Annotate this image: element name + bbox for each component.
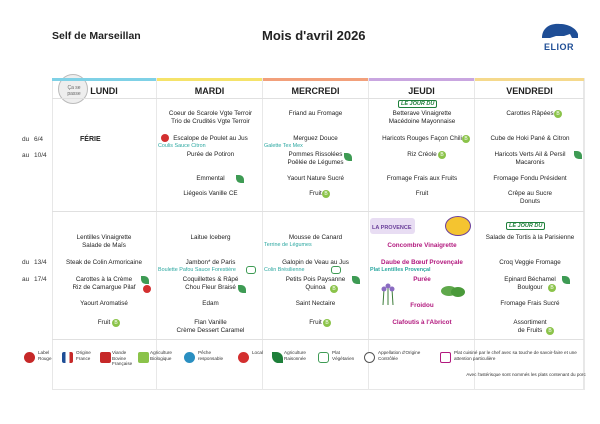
menu-item: Concombre Vinaigrette (387, 242, 457, 249)
legend-label: Origine France (76, 350, 91, 361)
circle-badge-icon: Ça se passe (58, 74, 88, 104)
chef-icon (440, 352, 451, 363)
day-header-lundi: LUNDI (52, 78, 156, 98)
bio-icon: B (322, 190, 330, 198)
menu-item: Salade de Maïs (82, 242, 126, 249)
menu-item: Friand au Fromage (288, 110, 343, 117)
menu-note: Terrine de Légumes (264, 242, 312, 248)
menu-item: Lentilles Vinaigrette (76, 234, 132, 241)
menu-item: Carottes Râpées (506, 110, 554, 117)
menu-note: Galette Tex Mex (264, 143, 303, 149)
menu-item: Haricots Rouges Façon Chili (382, 135, 462, 142)
menu-item: Crêpe au Sucre (507, 190, 553, 197)
menu-item: Jambon* de Paris (185, 259, 236, 266)
menu-item: Cube de Hoki Pané & Citron (490, 135, 570, 142)
bio-icon (138, 352, 149, 363)
leaf-icon (141, 276, 149, 284)
menu-item: Fruit (97, 319, 111, 326)
bio-icon: B (462, 135, 470, 143)
day-header-mardi: MARDI (157, 78, 262, 98)
leaf-icon (236, 175, 244, 183)
day-header-jeudi: JEUDI (369, 78, 474, 98)
menu-item: Boulgour (517, 284, 543, 291)
leaf-icon (352, 276, 360, 284)
menu-item: Yaourt Aromatisé (80, 300, 128, 307)
leaf-icon (562, 276, 570, 284)
week1-start: 6/4 (34, 136, 44, 143)
label-rouge-icon (24, 352, 35, 363)
menu-item: Laitue Iceberg (190, 234, 231, 241)
menu-note: Colin Brésilienne (264, 267, 305, 273)
leaf-icon (574, 151, 582, 159)
menu-note: Boulette Pafou Sauce Forestière (158, 267, 236, 273)
menu-item: Fruit (309, 319, 322, 326)
menu-item: Fromage Frais aux Fruits (386, 175, 458, 182)
menu-item: Saint Nectaire (295, 300, 336, 307)
veggie-icon (246, 266, 256, 274)
menu-item: Coeur de Scarole Vgte Terroir (168, 110, 253, 117)
menu-item: Betterave Vinaigrette (392, 110, 452, 117)
bio-icon: B (323, 319, 331, 327)
porc-note: Avec l'astérisque sont nommés les plats contenant du porc (466, 372, 586, 377)
menu-item: Fromage Frais Sucré (500, 300, 560, 307)
menu-item: de Fruits (517, 327, 543, 334)
bio-icon: B (548, 284, 556, 292)
legend-label: Agriculture Raisonnée (284, 350, 306, 361)
menu-item: Fruit (309, 190, 322, 197)
menu-item: Clafoutis à l'Abricot (392, 319, 452, 326)
week2-start: 13/4 (34, 259, 47, 266)
legend-label: Viande Bovine Française (112, 350, 133, 366)
bio-icon: B (554, 110, 562, 118)
menu-item: Donuts (520, 198, 540, 205)
menu-item: Emmental (196, 175, 225, 182)
menu-item: Salade de Tortis à la Parisienne (485, 234, 575, 241)
menu-item: Macaronis (515, 159, 545, 166)
menu-item: Fromage Fondu Président (493, 175, 567, 182)
menu-item: Poêlée de Légumes (287, 159, 344, 166)
week2-end: 17/4 (34, 276, 47, 283)
legend-label: Appellation d'Origine Contrôlée (378, 350, 421, 361)
bio-icon: B (330, 285, 338, 293)
menu-item: Mousse de Canard (288, 234, 343, 241)
veggie-icon (331, 266, 341, 274)
menu-item: Haricots Verts Ail & Persil (494, 151, 566, 158)
leaf-icon (344, 153, 352, 161)
provence-badge-icon (445, 216, 471, 236)
menu-item: Galopin de Veau au Jus (282, 259, 349, 266)
bio-icon: B (546, 327, 554, 335)
bio-icon: B (112, 319, 120, 327)
menu-item: Trio de Crudités Vgte Terroir (171, 118, 250, 125)
menu-item: Steak de Colin Armoricaine (66, 259, 142, 266)
bison-icon (536, 20, 584, 42)
menu-note: Plat Lentilles Provençal (370, 267, 431, 273)
menu-item: Riz de Camargue Pilaf (72, 284, 136, 291)
local-icon (143, 285, 151, 293)
aoc-icon (364, 352, 375, 363)
legend-label: Local (252, 350, 263, 355)
menu-item: Riz Créole (407, 151, 437, 158)
menu-item: Daube de Bœuf Provençale (381, 259, 463, 266)
legend-label: Agriculture Biologique (150, 350, 172, 361)
legend-label: Plat cuisiné par le chef avec sa touche de savoir-faire et une attention particulière (454, 350, 577, 361)
legend-label: Label Rouge (38, 350, 52, 361)
menu-item: Purée de Potiron (186, 151, 235, 158)
menu-item: Yaourt Nature Sucré (287, 175, 344, 182)
menu-item: Quinoa (305, 284, 326, 291)
menu-item: Liégeois Vanille CE (183, 190, 238, 197)
jour-du-tag: LE JOUR DU (506, 222, 545, 230)
menu-item: Carottes à la Crème (75, 276, 133, 283)
site-title: Self de Marseillan (52, 30, 141, 42)
basil-icon (440, 283, 466, 299)
month-title: Mois d'avril 2026 (262, 28, 366, 43)
menu-item: Merguez Douce (293, 135, 338, 142)
jour-du-tag: LE JOUR DU (398, 100, 437, 108)
menu-item: Purée (413, 276, 431, 283)
legend-label: Pêche responsable (198, 350, 224, 361)
local-icon (238, 352, 249, 363)
elior-logo (536, 20, 584, 52)
menu-item: Assortiment (513, 319, 547, 326)
menu-item: Froidou (410, 302, 434, 309)
brand-name: ELIOR (544, 42, 575, 52)
day-header-vendredi: VENDREDI (475, 78, 584, 98)
menu-item: Flan Vanille (194, 319, 227, 326)
menu-item: Pommes Rissolées (288, 151, 343, 158)
bio-icon: B (438, 151, 446, 159)
menu-item: Edam (202, 300, 219, 307)
menu-item: Epinard Béchamel (504, 276, 556, 283)
menu-item: Croq Veggie Fromage (499, 259, 561, 266)
week1-end: 10/4 (34, 152, 47, 159)
menu-note: Coulis Sauce Citron (158, 143, 206, 149)
flag-france-icon (62, 352, 73, 363)
leaf-icon (238, 285, 246, 293)
menu-item: Escalope de Poulet au Jus (173, 135, 248, 142)
fish-icon (184, 352, 195, 363)
menu-item: Macédoine Mayonnaise (388, 118, 456, 125)
menu-item: Petits Pois Paysanne (285, 276, 346, 283)
raisonnee-icon (272, 352, 283, 363)
theme-label: LA PROVENCE (372, 225, 412, 231)
menu-item: Coquillettes & Râpé (182, 276, 239, 283)
day-header-mercredi: MERCREDI (263, 78, 368, 98)
menu-item: Crème Dessert Caramel (176, 327, 245, 334)
menu-item: Fruit (415, 190, 429, 197)
legend-label: Plat Végétarien (332, 350, 355, 361)
menu-item: FÉRIE (80, 136, 101, 143)
menu-item: Chou Fleur Braisé (185, 284, 236, 291)
viande-icon (100, 352, 111, 363)
veggie-icon (318, 352, 329, 363)
